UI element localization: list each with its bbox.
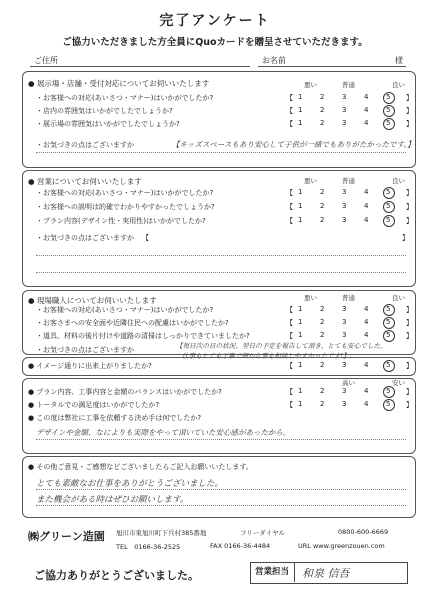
comment-label: ・お気づきの点はございますか (36, 141, 134, 149)
rating-option-2[interactable]: 2 (320, 93, 325, 101)
bracket-open: 【 (286, 217, 294, 225)
question: ・店内の雰囲気はいかがでしたでしょうか? (36, 107, 173, 115)
rating-option-2[interactable]: 2 (320, 318, 325, 326)
rating-option-4[interactable]: 4 (364, 387, 369, 395)
comment-answer: 【キッズスペースもあり安心して子供が一緒でもありがたかったです。】 (172, 140, 415, 149)
rating-option-2[interactable]: 2 (320, 305, 325, 313)
question: ・お客様への説明は的確でわかりやすかったでしょうか? (36, 203, 215, 211)
rating-option-3[interactable]: 3 (342, 216, 347, 224)
thanks-message: ご協力ありがとうございました。 (34, 569, 199, 582)
company-name: ㈱グリーン造園 (28, 530, 105, 543)
bracket-open: 【 (286, 107, 294, 115)
rating-option-3[interactable]: 3 (342, 400, 347, 408)
name-field[interactable] (258, 66, 406, 67)
rating-option-1[interactable]: 1 (298, 305, 303, 313)
comment-label: ・お気づきの点はございますか (36, 234, 134, 242)
rating-option-4[interactable]: 4 (364, 202, 369, 210)
other-answer-line-2: また機会がある時はぜひお願いします。 (36, 495, 189, 505)
rating-option-2[interactable]: 2 (320, 400, 325, 408)
bracket-close: 】 (406, 94, 414, 102)
freedial-label: フリーダイヤル (240, 529, 286, 537)
rating-option-2[interactable]: 2 (320, 361, 325, 369)
company-tel: TEL 0166-36-2525 (116, 543, 181, 551)
rating-option-3[interactable]: 3 (342, 305, 347, 313)
bracket-close: 】 (406, 319, 414, 327)
rating-option-5[interactable]: 5 (386, 387, 391, 395)
question: ● プラン内容、工事内容と金額のバランスはいかがでしたか? (28, 388, 222, 396)
bracket-open: 【 (286, 388, 294, 396)
rating-option-3[interactable]: 3 (342, 318, 347, 326)
rating-option-3[interactable]: 3 (342, 119, 347, 127)
rating-option-4[interactable]: 4 (364, 361, 369, 369)
rating-option-1[interactable]: 1 (298, 119, 303, 127)
company-address: 旭川市東旭川町下兵村385番地 (116, 529, 207, 537)
bracket-open: 【 (286, 94, 294, 102)
selected-rating-circle (383, 330, 395, 342)
reason-answer: デザインや金額、なによりも実際をやって頂いていた安心感があったから。 (36, 428, 291, 437)
rating-option-5[interactable]: 5 (386, 119, 391, 127)
selected-rating-circle (383, 360, 395, 372)
sales-rep-name: 和泉 信吾 (302, 567, 350, 580)
section-sales-title: ● 営業についてお伺いいたします (28, 177, 142, 186)
selected-rating-circle (383, 92, 395, 104)
rating-option-2[interactable]: 2 (320, 387, 325, 395)
rating-option-5[interactable]: 5 (386, 106, 391, 114)
bracket-close: 】 (406, 189, 414, 197)
rating-option-2[interactable]: 2 (320, 106, 325, 114)
bracket-close: 】 (406, 120, 414, 128)
bracket-open: 【 (286, 332, 294, 340)
bracket-open: 【 (286, 120, 294, 128)
question: ・プラン内容(デザイン性・実用性)はいかがでしたか? (36, 217, 206, 225)
selected-rating-circle (383, 187, 395, 199)
bracket-close: 】 (406, 362, 414, 370)
bracket-open: 【 (286, 189, 294, 197)
rating-option-3[interactable]: 3 (342, 331, 347, 339)
rating-option-4[interactable]: 4 (364, 188, 369, 196)
rating-option-5[interactable]: 5 (386, 305, 391, 313)
selected-rating-circle (383, 399, 395, 411)
bracket-close: 】 (406, 107, 414, 115)
question: ・お客様への対応(あいさつ・マナー)はいかがでしたか? (36, 189, 214, 197)
rating-option-1[interactable]: 1 (298, 400, 303, 408)
rating-option-5[interactable]: 5 (386, 361, 391, 369)
rating-option-2[interactable]: 2 (320, 188, 325, 196)
section-showroom-title: ● 展示場・店舗・受付対応についてお伺いいたします (28, 79, 210, 88)
company-url: URL www.greenzouen.com (298, 542, 385, 550)
comment-answer-line-1: 【毎日次の日の状況、翌日の予定を報告して頂き、とても安心でした。 (176, 342, 387, 350)
bracket-close: 】 (406, 388, 414, 396)
selected-rating-circle (383, 201, 395, 213)
address-label: ご住所 (34, 56, 58, 65)
rating-option-5[interactable]: 5 (386, 318, 391, 326)
rating-option-4[interactable]: 4 (364, 93, 369, 101)
rating-option-1[interactable]: 1 (298, 106, 303, 114)
rating-option-4[interactable]: 4 (364, 106, 369, 114)
rating-option-5[interactable]: 5 (386, 400, 391, 408)
question: ・展示場の雰囲気はいかがでしたでしょうか? (36, 120, 180, 128)
bracket-close: 】 (406, 203, 414, 211)
page-title: 完了アンケート (159, 13, 271, 29)
bracket-close: 】 (406, 217, 414, 225)
question: ● この度は弊社に工事を依頼する決め手は何でしたか? (28, 414, 202, 422)
rating-option-2[interactable]: 2 (320, 119, 325, 127)
rating-option-3[interactable]: 3 (342, 202, 347, 210)
rating-option-4[interactable]: 4 (364, 318, 369, 326)
rating-option-1[interactable]: 1 (298, 361, 303, 369)
rating-option-4[interactable]: 4 (364, 400, 369, 408)
question: ・お客様への対応(あいさつ・マナー)はいかがでしたか? (36, 94, 214, 102)
question: ・道具、材料の後片付けや道路の清掃はしっかりできていましたか? (36, 332, 250, 340)
address-field[interactable] (30, 66, 250, 67)
bracket-open: 【 (286, 319, 294, 327)
rating-option-3[interactable]: 3 (342, 188, 347, 196)
bracket-open: 【 (286, 362, 294, 370)
rating-option-3[interactable]: 3 (342, 93, 347, 101)
rating-option-4[interactable]: 4 (364, 331, 369, 339)
name-label: お名前 (262, 56, 286, 65)
bracket-open: 【 (286, 401, 294, 409)
rating-option-3[interactable]: 3 (342, 387, 347, 395)
rating-option-1[interactable]: 1 (298, 202, 303, 210)
comment-label: ・お気づきの点はございますか (36, 346, 134, 354)
rating-option-5[interactable]: 5 (386, 216, 391, 224)
other-answer-line-1: とても素敵なお仕事をありがとうございました。 (36, 479, 224, 489)
selected-rating-circle (383, 304, 395, 316)
rating-option-4[interactable]: 4 (364, 119, 369, 127)
rating-option-1[interactable]: 1 (298, 387, 303, 395)
comment-answer-line-2: 仕事もとても丁寧で細かな事も相談しやすかったです!】 (182, 352, 350, 360)
rating-option-3[interactable]: 3 (342, 361, 347, 369)
question: ● その他ご意見・ご感想などございましたらご記入お願いいたします。 (28, 463, 253, 471)
rating-option-1[interactable]: 1 (298, 93, 303, 101)
selected-rating-circle (383, 105, 395, 117)
rating-option-1[interactable]: 1 (298, 318, 303, 326)
rating-option-4[interactable]: 4 (364, 216, 369, 224)
sales-rep-label: 営業担当 (250, 562, 295, 582)
rating-option-5[interactable]: 5 (386, 93, 391, 101)
page-subtitle: ご協力いただきました方全員にQuoカードを贈呈させていただきます。 (62, 37, 368, 48)
rating-option-1[interactable]: 1 (298, 331, 303, 339)
bracket-open: 【 (286, 203, 294, 211)
section-craftsmen-title: ● 現場職人についてお伺いいたします (28, 296, 157, 305)
company-fax: FAX 0166-36-4484 (210, 542, 271, 550)
bracket-close: 】 (406, 306, 414, 314)
rating-option-1[interactable]: 1 (298, 216, 303, 224)
rating-option-1[interactable]: 1 (298, 188, 303, 196)
rating-option-4[interactable]: 4 (364, 305, 369, 313)
honorific: 様 (395, 56, 403, 65)
freedial-number: 0800-600-6669 (338, 528, 389, 536)
rating-option-3[interactable]: 3 (342, 106, 347, 114)
rating-option-2[interactable]: 2 (320, 331, 325, 339)
selected-rating-circle (383, 118, 395, 130)
selected-rating-circle (383, 317, 395, 329)
rating-option-2[interactable]: 2 (320, 216, 325, 224)
selected-rating-circle (383, 215, 395, 227)
rating-option-5[interactable]: 5 (386, 188, 391, 196)
selected-rating-circle (383, 386, 395, 398)
question: ・お客さまへの安全面や近隣住民への配慮はいかがでしたか? (36, 319, 229, 327)
rating-option-5[interactable]: 5 (386, 202, 391, 210)
bracket-close: 】 (406, 401, 414, 409)
question: ● トータルでの満足度はいかがでしたか? (28, 401, 160, 409)
question: ● イメージ通りに出来上がりましたか? (28, 362, 152, 370)
bracket-open: 【 (286, 306, 294, 314)
bracket-close: 】 (406, 332, 414, 340)
question: ・お客様への対応(あいさつ・マナー)はいかがでしたか? (36, 306, 214, 314)
rating-option-5[interactable]: 5 (386, 331, 391, 339)
rating-option-2[interactable]: 2 (320, 202, 325, 210)
